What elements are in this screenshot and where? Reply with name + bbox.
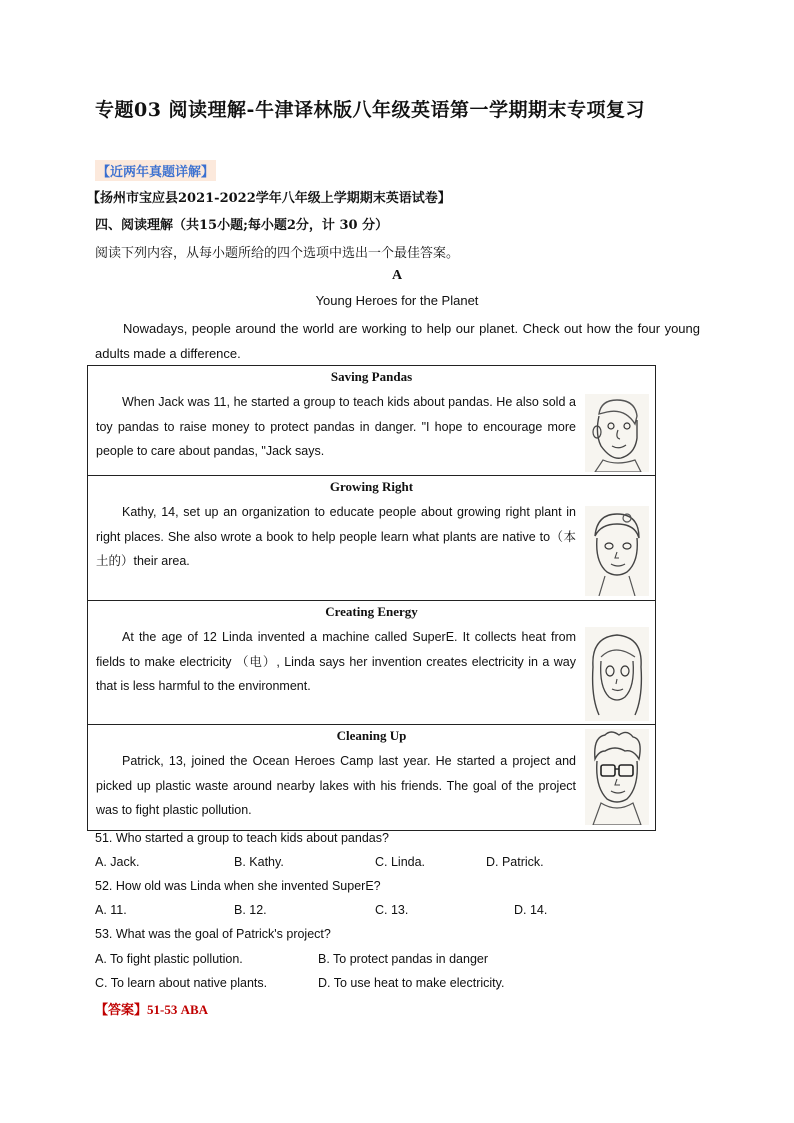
card-heading: Growing Right (329, 479, 414, 494)
card-cleaning-up (88, 725, 655, 830)
card-heading: Creating Energy (325, 604, 418, 619)
section-tag: 【近两年真题详解】 (95, 160, 216, 181)
answer-line (95, 999, 208, 1018)
boy-glasses-face-icon (585, 729, 649, 825)
card-saving-pandas (88, 366, 655, 476)
card-heading: Cleaning Up (336, 728, 407, 743)
q51-option-d[interactable]: D. Patrick. (486, 855, 544, 869)
card-text: Kathy, 14, set up an organization to educate people about growing right plant in right places. She also wrote a book to help people learn what plants are native to（本土的）their area. (96, 505, 576, 568)
q52-option-a[interactable]: A. 11. (95, 903, 127, 917)
q53-option-b[interactable]: B. To protect pandas in danger (318, 952, 489, 966)
question-52: 52. How old was Linda when she invented SuperE? (95, 879, 381, 893)
passage-title: Young Heroes for the Planet (315, 293, 479, 308)
heroes-table (87, 365, 656, 831)
q52-option-c[interactable]: C. 13. (375, 903, 409, 917)
q53-option-a[interactable]: A. To fight plastic pollution. (95, 952, 243, 966)
girl-face-icon (585, 506, 649, 596)
card-text: At the age of 12 Linda invented a machine called SuperE. It collects heat from fields to make electricity （电）, Linda says her invention creates electricity in a way that is less harmful to the environment. (96, 630, 576, 693)
q53-option-d[interactable]: D. To use heat to make electricity. (318, 976, 505, 990)
passage-intro: Nowadays, people around the world are working to help our planet. Check out how the four young adults made a difference. (95, 321, 700, 361)
q51-option-c[interactable]: C. Linda. (375, 855, 426, 869)
q51-option-a[interactable]: A. Jack. (95, 855, 140, 869)
q53-option-c[interactable]: C. To learn about native plants. (95, 976, 268, 990)
q52-option-b[interactable]: B. 12. (234, 903, 267, 917)
instruction-text: 阅读下列内容，从每小题所给的四个选项中选出一个最佳答案。 (95, 246, 460, 261)
boy-face-icon (585, 394, 649, 472)
passage-label: A (391, 268, 403, 283)
q51-option-b[interactable]: B. Kathy. (234, 855, 284, 869)
card-text: When Jack was 11, he started a group to teach kids about pandas. He also sold a toy pandas to raise money to protect pandas in danger. "I hope to encourage more people to care about pandas, "Jack says. (96, 395, 576, 458)
card-growing-right (88, 476, 655, 601)
card-heading: Saving Pandas (330, 369, 413, 384)
answer-label: 【答案】 (95, 1003, 148, 1018)
question-53: 53. What was the goal of Patrick's project? (95, 927, 331, 941)
card-text: Patrick, 13, joined the Ocean Heroes Camp last year. He started a project and picked up plastic waste around nearby lakes with his friends. The goal of the project was to fight plastic pollution. (96, 754, 576, 817)
section-heading: 四、阅读理解（共15小题;每小题2分，计 30 分） (95, 218, 389, 233)
question-51: 51. Who started a group to teach kids about pandas? (95, 831, 389, 845)
q52-option-d[interactable]: D. 14. (514, 903, 548, 917)
page-title: 专题03 阅读理解-牛津译林版八年级英语第一学期期末专项复习 (95, 99, 645, 121)
answer-value: 51-53 ABA (147, 1002, 209, 1017)
exam-source: 【扬州市宝应县2021-2022学年八年级上学期期末英语试卷】 (87, 191, 451, 206)
card-creating-energy (88, 601, 655, 725)
girl-long-hair-face-icon (585, 627, 649, 721)
